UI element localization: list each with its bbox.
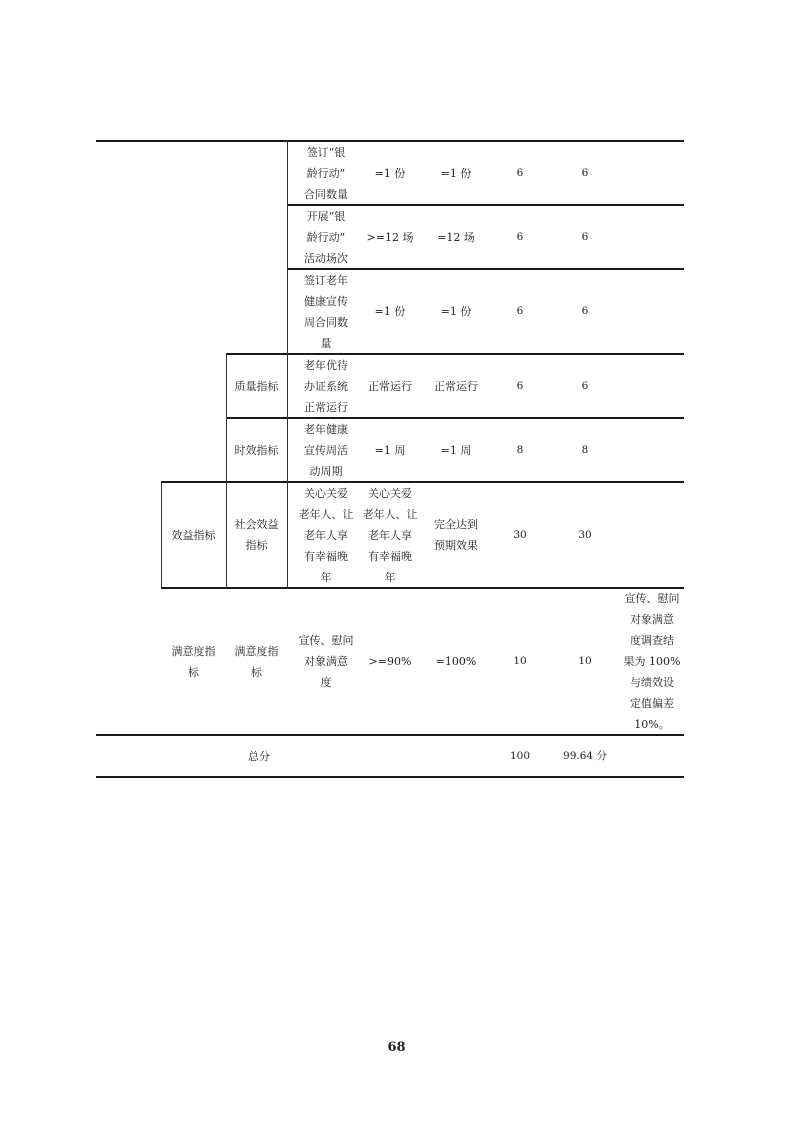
score-cell: 6 (581, 230, 589, 243)
actual-value-cell: =12 场 (437, 230, 475, 244)
deviation-note-cell: 宣传、慰问 对象满意 度调查结 果为 100% 与绩效设 定值偏差 10%。 (623, 592, 681, 731)
target-value-cell: =1 份 (374, 166, 406, 180)
category-cell: 效益指标 (171, 528, 216, 542)
score-cell: 6 (581, 379, 589, 392)
weight-cell: 8 (516, 443, 524, 456)
score-cell: 6 (581, 166, 589, 179)
indicator-cell: 签订老年 健康宣传 周合同数 量 (304, 273, 348, 350)
weight-cell: 30 (513, 528, 527, 541)
target-value-cell: =1 周 (374, 443, 406, 457)
actual-value-cell: =1 周 (440, 443, 472, 457)
weight-cell: 6 (516, 379, 524, 392)
indicator-cell: 宣传、慰问 对象满意 度 (298, 634, 354, 689)
sub-category-cell: 社会效益 指标 (234, 518, 279, 552)
weight-cell: 6 (516, 230, 524, 243)
indicator-cell: 关心关爱 老年人、让 老年人享 有幸福晚 年 (298, 486, 354, 584)
indicator-cell: 签订“银 龄行动” 合同数量 (304, 145, 348, 201)
column-divider (287, 141, 288, 588)
sub-category-cell: 质量指标 (234, 379, 279, 393)
sub-category-cell: 时效指标 (234, 443, 279, 457)
total-weight: 100 (509, 749, 531, 762)
target-value-cell: =1 份 (374, 305, 406, 318)
weight-cell: 6 (516, 166, 524, 179)
total-label: 总分 (248, 749, 270, 763)
target-value-cell: >=12 场 (366, 230, 414, 244)
sub-category-cell: 满意度指 标 (234, 644, 279, 679)
score-cell: 30 (578, 528, 592, 541)
target-value-cell: 正常运行 (368, 379, 412, 393)
weight-cell: 10 (513, 655, 527, 667)
indicator-cell: 老年健康 宣传周活 动周期 (304, 422, 348, 478)
page-number: 68 (387, 1040, 406, 1055)
target-value-cell: 关心关爱 老年人、让 老年人享 有幸福晚 年 (362, 486, 418, 584)
actual-value-cell: =1 份 (440, 166, 472, 180)
target-value-cell: >=90% (368, 655, 412, 668)
score-cell: 10 (578, 655, 592, 667)
score-cell: 6 (581, 305, 589, 317)
category-cell: 满意度指 标 (171, 644, 216, 679)
indicator-cell: 老年优待 办证系统 正常运行 (304, 358, 348, 414)
weight-cell: 6 (516, 305, 524, 317)
actual-value-cell: 正常运行 (434, 379, 478, 393)
actual-value-cell: =100% (435, 655, 477, 668)
actual-value-cell: 完全达到 预期效果 (434, 518, 478, 552)
table-bottom-border (96, 776, 684, 778)
actual-value-cell: =1 份 (440, 305, 472, 318)
indicator-cell: 开展“银 龄行动” 活动场次 (304, 209, 348, 265)
score-cell: 8 (581, 443, 589, 456)
total-score: 99.64 分 (563, 749, 607, 762)
